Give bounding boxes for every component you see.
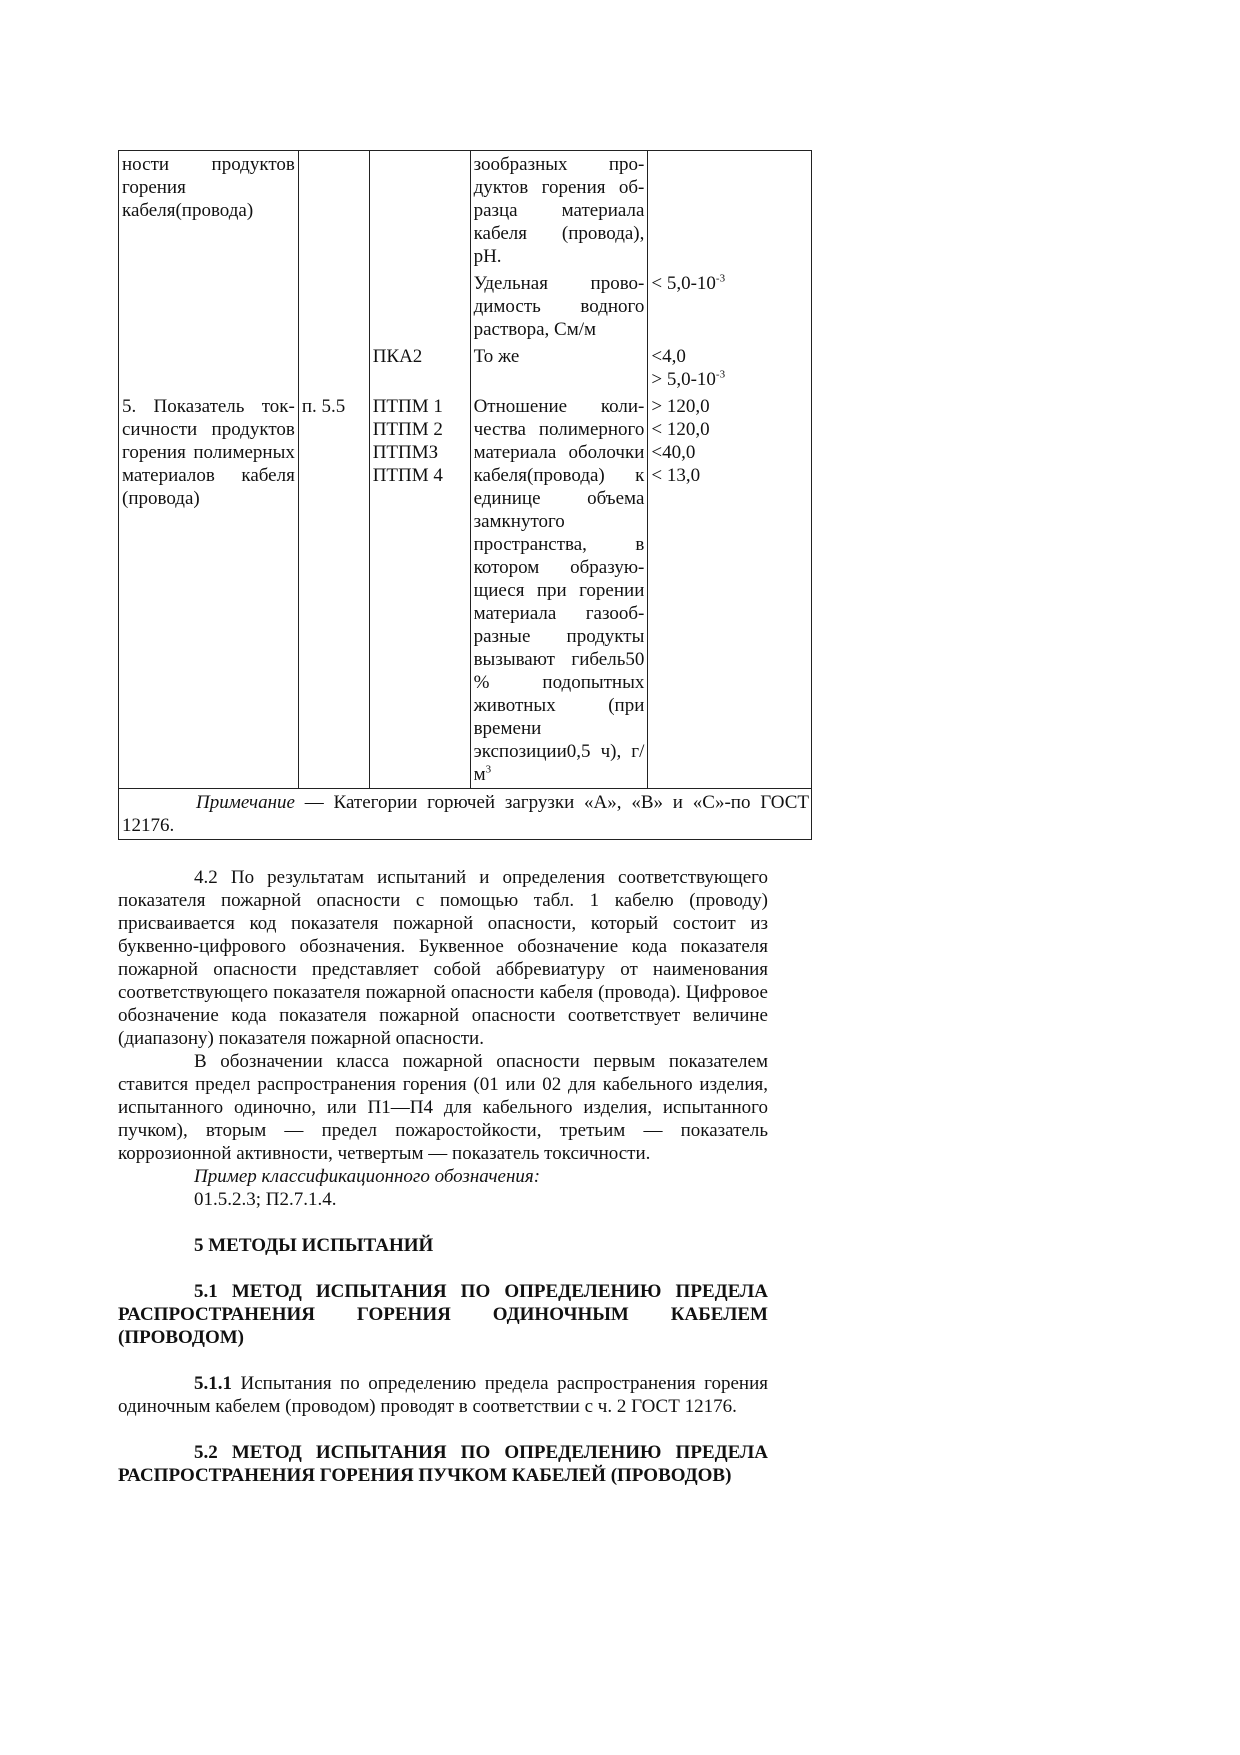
table-cell: ПТПМ 1 ПТПМ 2 ПТПМЗ ПТПМ 4 [369,393,470,789]
table-row [119,151,812,271]
table-cell [648,270,812,343]
paragraph-4-2: 4.2 По результатам испытаний и определения соответствующего показателя пожарной опасности с помощью табл. 1 кабелю (проводу) присваивается код показателя пожарной опасности, который состоит из буквенно-цифрового обозначения. Буквенное обозначение кода показателя пожарной опасности представляет собой аббревиатуру от наименования соответствующего показателя пожарной опасности кабеля (провода). Цифровое обозначение кода показателя пожарной опасности соответствует величине (диапазону) показателя пожарной опасности. [118,867,768,1049]
table-cell [369,270,470,343]
table-cell: зообразных продуктов горения образца материала кабеля (провода), рН. [470,151,648,271]
example-value: 01.5.2.3; П2.7.1.4. [194,1189,337,1210]
table-row [119,343,812,393]
table-cell [369,151,470,271]
cell-line: <4,0 [651,346,686,367]
table-cell [119,343,299,393]
example-label-text: Пример классификационного обозначения: [194,1166,541,1187]
cell-line [651,368,808,391]
table-cell [648,151,812,271]
table-cell: > 120,0 < 120,0 <40,0 < 13,0 [648,393,812,789]
table-cell [298,270,369,343]
clause-text: Испытания по определению предела распространения горения одиночным кабелем (проводом) проводят в соответствии с ч. 2 ГОСТ 12176. [118,1373,768,1417]
cell-exponent: -3 [715,368,726,381]
table-cell: ПКА2 [369,343,470,393]
note-text: — Категории горючей загрузки «А», «В» и «С»-по ГОСТ 12176. [122,792,809,836]
cell-value: > 5,0-10 [651,369,716,390]
table-cell [119,270,299,343]
table-cell [648,343,812,393]
cell-exponent: -3 [715,272,726,285]
fire-hazard-table [118,150,812,840]
table-note-row [119,789,812,840]
table-note [119,789,812,840]
cell-exponent: 3 [485,763,492,776]
clause-number: 5.1.1 [194,1373,232,1394]
paragraph-classification: В обозначении класса пожарной опасности первым показателем ставится предел распространения горения (01 или 02 для кабельного изделия, испытанного одиночно, или П1—П4 для кабельного изделия, испытанного пучком), вторым — предел пожаростойкости, третьим — показатель коррозионной активности, четвертым — показатель токсичности. [118,1051,768,1164]
table-row [119,270,812,343]
note-label: Примечание [196,792,295,813]
table-row [119,393,812,789]
paragraph-5-1-1 [118,1372,768,1418]
cell-value: < 5,0-10 [651,273,716,294]
section-heading-5-1: 5.1 МЕТОД ИСПЫТАНИЯ ПО ОПРЕДЕЛЕНИЮ ПРЕДЕЛА РАСПРОСТРАНЕНИЯ ГОРЕНИЯ ОДИНОЧНЫМ КАБЕЛЕМ (ПРОВОДОМ) [118,1281,768,1348]
body-text [118,866,768,1487]
table-cell: Удельная проводимость водного раствора, См/м [470,270,648,343]
example-label [118,1165,768,1188]
table-cell [298,151,369,271]
cell-value: Отношение количества полимерного материала оболочки кабеля(провода) к единице объема замкнутого пространства, в котором образующиеся при горении материала газообразные продукты вызывают гибель50 % подопытных животных (при времени экспозиции0,5 ч), г/м [473,396,645,785]
section-heading-5-2: 5.2 МЕТОД ИСПЫТАНИЯ ПО ОПРЕДЕЛЕНИЮ ПРЕДЕЛА РАСПРОСТРАНЕНИЯ ГОРЕНИЯ ПУЧКОМ КАБЕЛЕЙ (ПРОВОДОВ) [118,1442,768,1486]
table-cell: То же [470,343,648,393]
table-cell [298,343,369,393]
table-cell: ности продуктов горения кабеля(провода) [119,151,299,271]
table-cell: п. 5.5 [298,393,369,789]
table-cell: 5. Показатель токсичности продуктов горения полимерных материалов кабеля (провода) [119,393,299,789]
section-heading-5: 5 МЕТОДЫ ИСПЫТАНИЙ [194,1235,434,1256]
table-cell [470,393,648,789]
